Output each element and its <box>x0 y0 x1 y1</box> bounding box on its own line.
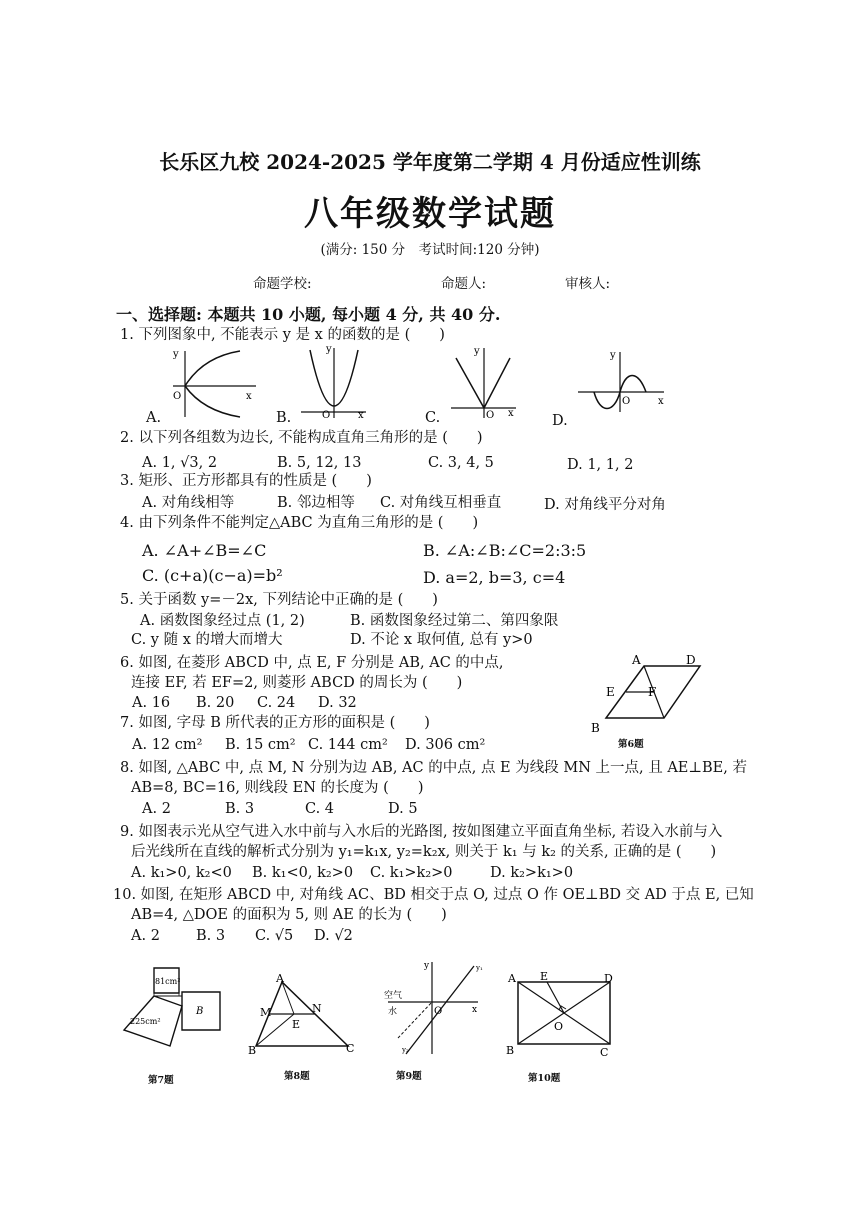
q1-option-b: B. <box>276 410 292 426</box>
svg-text:y: y <box>326 344 332 355</box>
figure-10 <box>506 968 622 1060</box>
q7-option-a: A. 12 cm² <box>132 737 203 753</box>
svg-text:x: x <box>358 410 364 420</box>
q8-stem-line1: 8. 如图, △ABC 中, 点 M, N 分别为边 AB, AC 的中点, 点 E 为线段 MN 上一点, 且 AE⊥BE, 若 <box>120 760 747 776</box>
q8-option-c: C. 4 <box>305 801 335 817</box>
svg-text:C: C <box>600 1046 609 1059</box>
axis-x-label: x <box>246 391 252 402</box>
q1-option-d: D. <box>552 413 568 429</box>
q2-stem: 2. 以下列各组数为边长, 不能构成直角三角形的是 ( ) <box>120 430 483 446</box>
figure-9-caption: 第9题 <box>396 1071 422 1082</box>
q1-graph-d <box>576 348 668 416</box>
svg-text:O: O <box>322 410 331 420</box>
q5-option-a: A. 函数图象经过点 (1, 2) <box>140 613 305 629</box>
origin-label: O <box>173 391 182 402</box>
q5-stem: 5. 关于函数 y=－2x, 下列结论中正确的是 ( ) <box>120 592 438 608</box>
figure-7-caption: 第7题 <box>148 1075 174 1086</box>
q7-option-c: C. 144 cm² <box>308 737 388 753</box>
svg-text:O: O <box>622 396 631 407</box>
section-heading: 一、选择题: 本题共 10 小题, 每小题 4 分, 共 40 分. <box>116 305 501 324</box>
svg-text:y: y <box>474 346 480 357</box>
q6-option-a: A. 16 <box>132 695 171 711</box>
q10-stem-line1: 10. 如图, 在矩形 ABCD 中, 对角线 AC、BD 相交于点 O, 过点 O 作 OE⊥BD 交 AD 于点 E, 已知 <box>113 887 754 903</box>
q3-option-c: C. 对角线互相垂直 <box>380 495 502 511</box>
q1-stem: 1. 下列图象中, 不能表示 y 是 x 的函数的是 ( ) <box>120 327 445 343</box>
q6-option-d: D. 32 <box>318 695 357 711</box>
svg-text:B: B <box>196 1006 204 1017</box>
svg-text:O: O <box>486 410 495 420</box>
q6-stem-line1: 6. 如图, 在菱形 ABCD 中, 点 E, F 分别是 AB, AC 的中点, <box>120 655 504 671</box>
svg-text:x: x <box>472 1005 478 1015</box>
svg-text:C: C <box>346 1042 355 1055</box>
svg-text:A: A <box>508 972 516 985</box>
svg-text:225cm²: 225cm² <box>130 1017 161 1026</box>
svg-text:E: E <box>292 1018 301 1031</box>
svg-text:y₁: y₁ <box>476 964 483 972</box>
signature-reviewer: 审核人: <box>565 276 611 292</box>
svg-text:A: A <box>276 972 284 985</box>
q1-graph-c <box>446 342 521 420</box>
q3-stem: 3. 矩形、正方形都具有的性质是 ( ) <box>120 473 372 489</box>
q10-option-c: C. √5 <box>255 928 294 944</box>
svg-text:水: 水 <box>388 1007 398 1017</box>
svg-text:A: A <box>632 653 641 667</box>
q7-stem: 7. 如图, 字母 B 所代表的正方形的面积是 ( ) <box>120 715 430 731</box>
signature-author: 命题人: <box>441 276 487 292</box>
q9-stem-line2: 后光线所在直线的解析式分别为 y₁=k₁x, y₂=k₂x, 则关于 k₁ 与 k₂ 的关系, 正确的是 ( ) <box>131 844 717 860</box>
svg-text:B: B <box>591 721 600 735</box>
q9-option-d: D. k₂>k₁>0 <box>490 865 574 881</box>
svg-text:O: O <box>434 1006 443 1017</box>
svg-text:x: x <box>658 396 664 407</box>
q4-stem: 4. 由下列条件不能判定△ABC 为直角三角形的是 ( ) <box>120 515 479 531</box>
q1-graph-a <box>168 345 263 420</box>
q8-option-d: D. 5 <box>388 801 418 817</box>
q3-option-b: B. 邻边相等 <box>277 495 355 511</box>
figure-6-caption: 第6题 <box>618 739 644 750</box>
svg-text:y₂: y₂ <box>402 1046 409 1054</box>
svg-text:F: F <box>648 685 657 699</box>
q9-option-b: B. k₁<0, k₂>0 <box>252 865 354 881</box>
svg-text:81cm²: 81cm² <box>155 977 181 986</box>
q10-stem-line2: AB=4, △DOE 的面积为 5, 则 AE 的长为 ( ) <box>131 907 447 923</box>
q6-option-b: B. 20 <box>196 695 235 711</box>
q2-option-d: D. 1, 1, 2 <box>567 457 634 473</box>
q5-option-c: C. y 随 x 的增大而增大 <box>131 632 283 648</box>
q4-option-b: B. ∠A:∠B:∠C=2:3:5 <box>423 541 587 560</box>
q4-option-c: C. (c+a)(c−a)=b² <box>142 566 283 585</box>
q1-option-c: C. <box>425 410 441 426</box>
svg-text:y: y <box>424 961 430 971</box>
q8-stem-line2: AB=8, BC=16, 则线段 EN 的长度为 ( ) <box>131 780 424 796</box>
q10-option-a: A. 2 <box>131 928 160 944</box>
figure-8-caption: 第8题 <box>284 1071 310 1082</box>
q2-option-a: A. 1, √3, 2 <box>142 455 218 471</box>
q7-option-d: D. 306 cm² <box>405 737 486 753</box>
q5-option-b: B. 函数图象经过第二、第四象限 <box>350 613 559 629</box>
q5-option-d: D. 不论 x 取何值, 总有 y>0 <box>350 632 533 648</box>
svg-text:N: N <box>312 1002 322 1015</box>
svg-text:O: O <box>554 1020 564 1033</box>
svg-text:B: B <box>506 1044 515 1057</box>
svg-text:y: y <box>610 350 616 361</box>
q10-option-b: B. 3 <box>196 928 226 944</box>
school-title: 长乐区九校 2024-2025 学年度第二学期 4 月份适应性训练 <box>159 150 701 174</box>
exam-title: 八年级数学试题 <box>304 194 556 234</box>
q3-option-a: A. 对角线相等 <box>142 495 235 511</box>
q10-option-d: D. √2 <box>314 928 353 944</box>
q6-stem-line2: 连接 EF, 若 EF=2, 则菱形 ABCD 的周长为 ( ) <box>131 675 463 691</box>
svg-text:D: D <box>686 653 696 667</box>
q9-option-c: C. k₁>k₂>0 <box>370 865 453 881</box>
svg-text:E: E <box>540 970 549 983</box>
svg-text:x: x <box>508 408 514 419</box>
figure-9 <box>378 958 488 1058</box>
figure-10-caption: 第10题 <box>528 1073 561 1084</box>
q6-option-c: C. 24 <box>257 695 296 711</box>
q3-option-d: D. 对角线平分对角 <box>544 497 666 513</box>
signature-school: 命题学校: <box>253 276 312 292</box>
q4-option-d: D. a=2, b=3, c=4 <box>423 568 566 587</box>
q1-option-a: A. <box>146 410 162 426</box>
svg-text:E: E <box>606 685 615 699</box>
q8-option-a: A. 2 <box>142 801 171 817</box>
figure-6 <box>588 652 718 740</box>
figure-8 <box>242 972 360 1058</box>
q2-option-b: B. 5, 12, 13 <box>277 455 362 471</box>
q1-graph-b <box>296 342 371 420</box>
q8-option-b: B. 3 <box>225 801 255 817</box>
svg-text:空气: 空气 <box>384 991 403 1001</box>
svg-text:B: B <box>248 1044 257 1057</box>
axis-y-label: y <box>173 349 179 360</box>
q9-stem-line1: 9. 如图表示光从空气进入水中前与入水后的光路图, 按如图建立平面直角坐标, 若设入水前与入 <box>120 824 723 840</box>
svg-text:D: D <box>604 972 613 985</box>
q7-option-b: B. 15 cm² <box>225 737 296 753</box>
exam-info: (满分: 150 分 考试时间:120 分钟) <box>320 242 540 258</box>
q2-option-c: C. 3, 4, 5 <box>428 455 494 471</box>
figure-7 <box>112 962 230 1062</box>
svg-text:M: M <box>260 1006 272 1019</box>
q4-option-a: A. ∠A+∠B=∠C <box>142 541 267 560</box>
q9-option-a: A. k₁>0, k₂<0 <box>131 865 232 881</box>
